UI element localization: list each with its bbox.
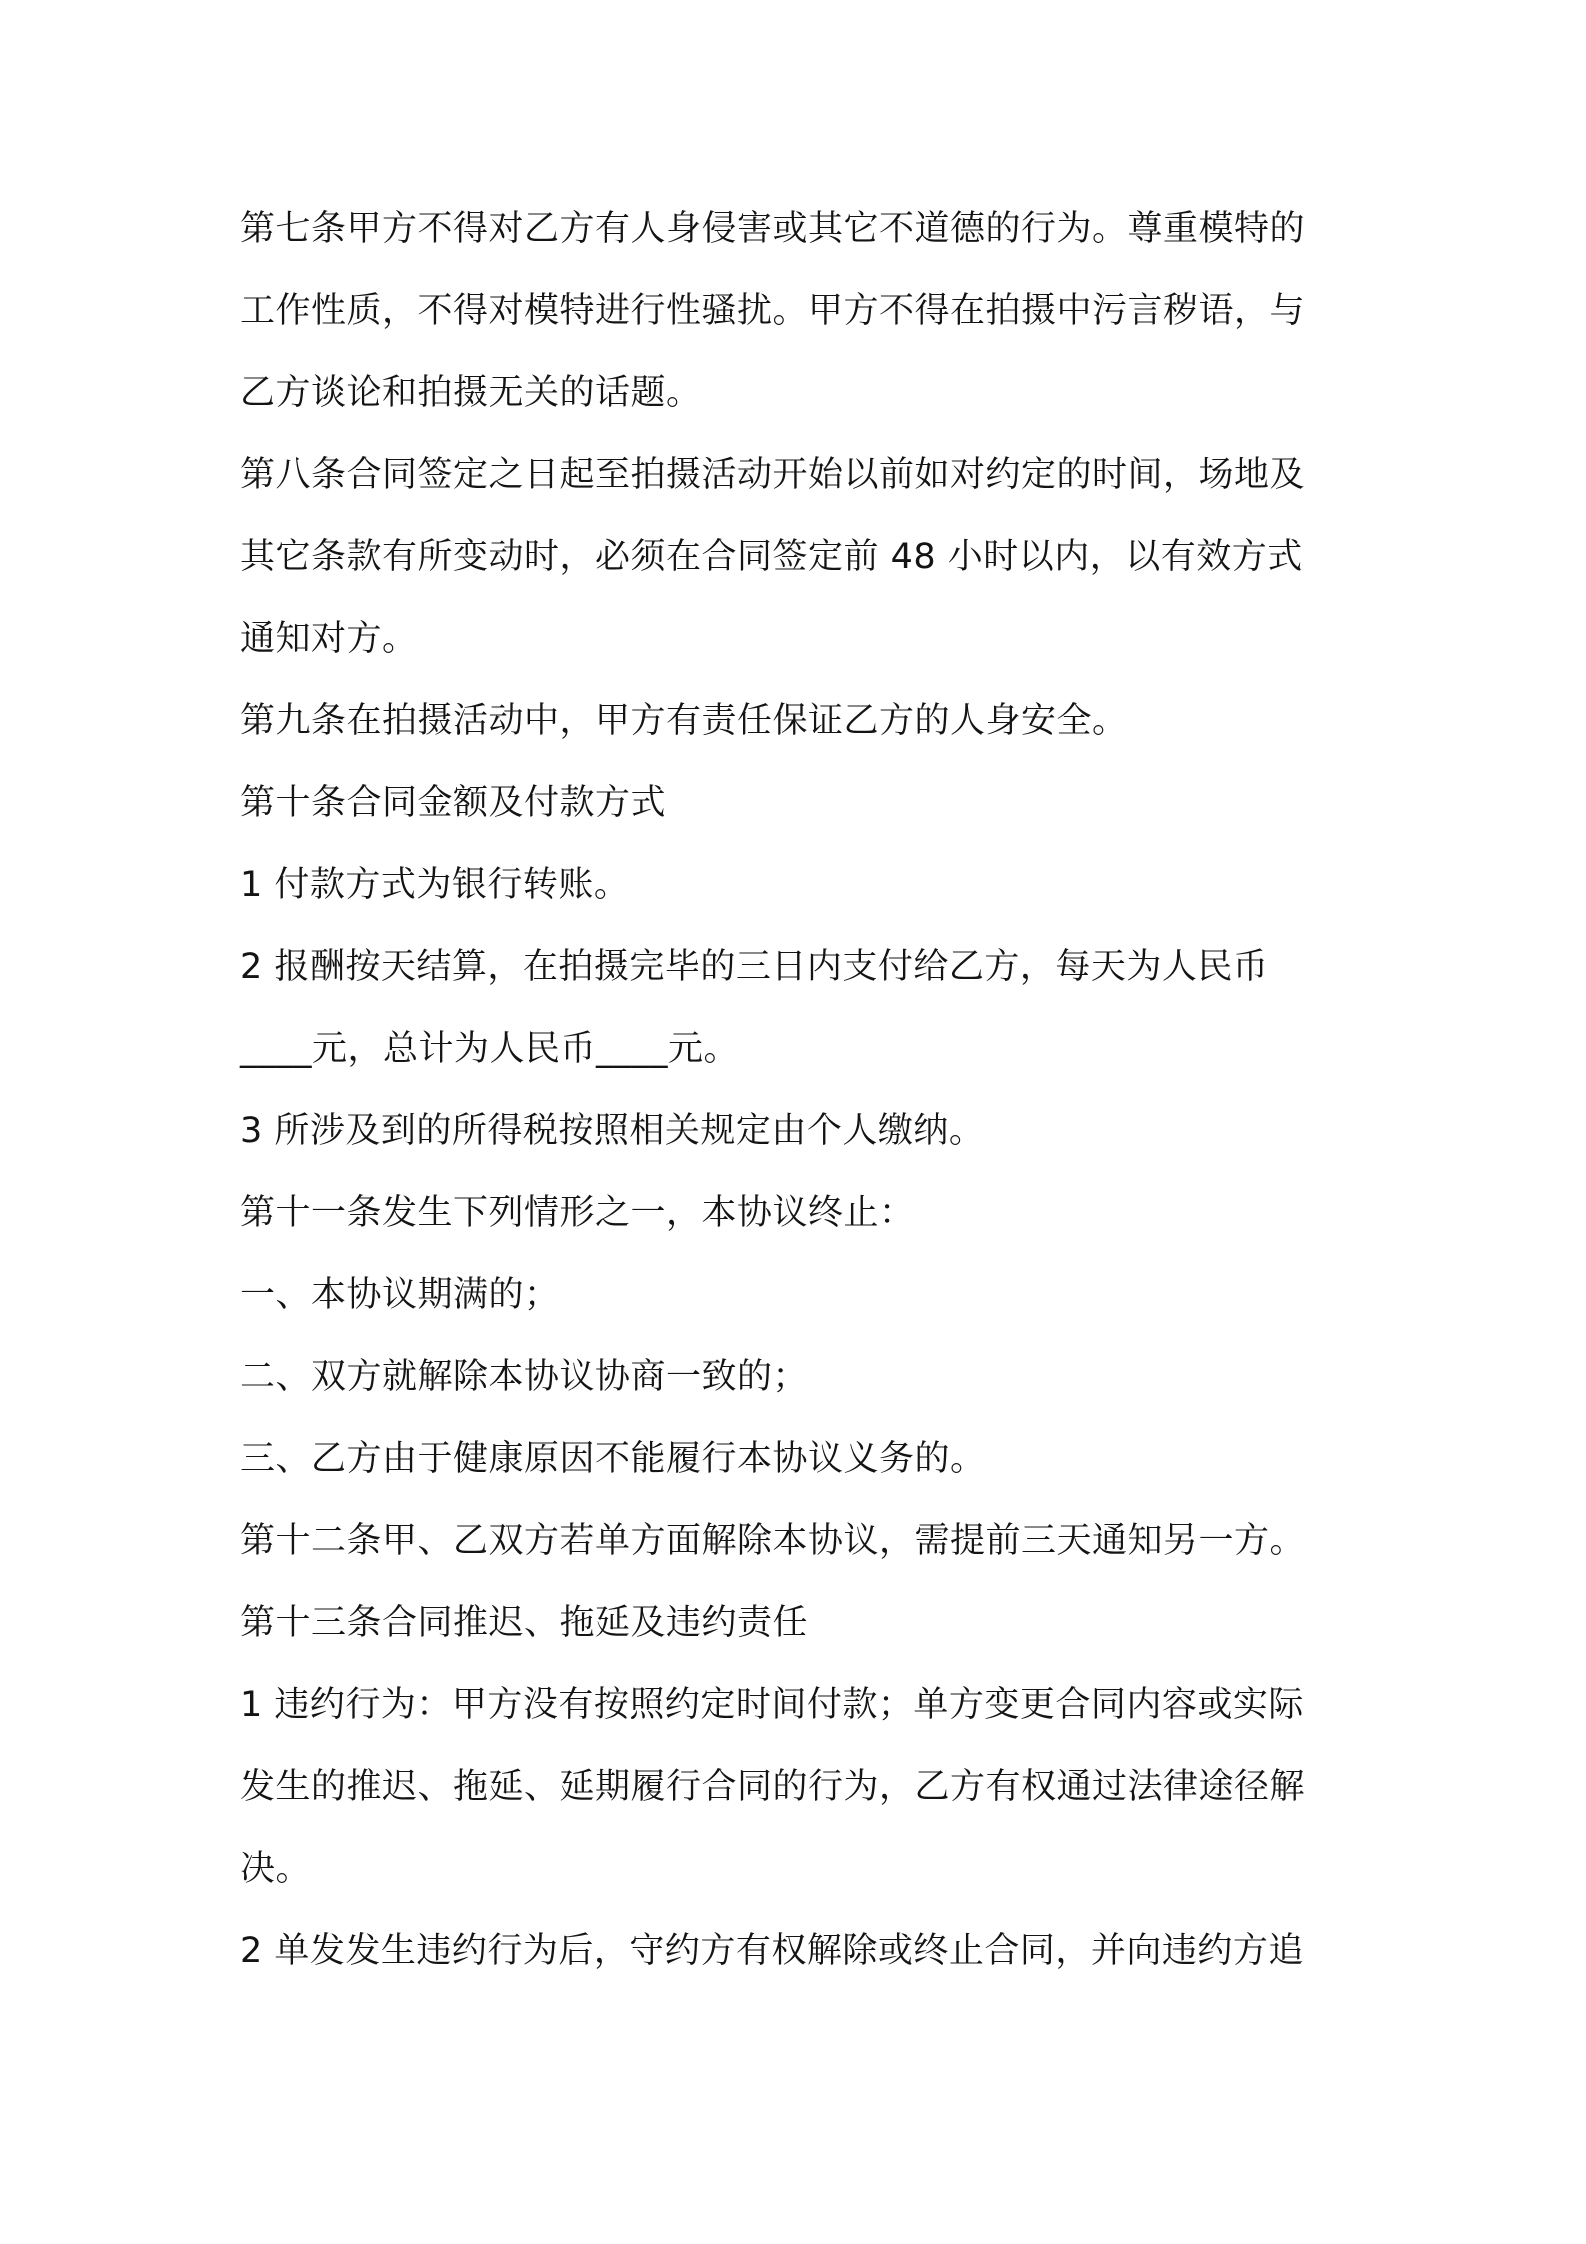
text-line: 第十二条甲、乙双方若单方面解除本协议，需提前三天通知另一方。: [240, 1521, 1306, 1561]
text-line: 2 单发发生违约行为后，守约方有权解除或终止合同，并向违约方追: [240, 1931, 1304, 1971]
text-line: 第七条甲方不得对乙方有人身侵害或其它不道德的行为。尊重模特的: [240, 209, 1306, 249]
text-line: 第十条合同金额及付款方式: [240, 783, 667, 823]
text-line: 二、双方就解除本协议协商一致的；: [240, 1357, 809, 1397]
text-line: 其它条款有所变动时，必须在合同签定前 48 小时以内，以有效方式: [240, 537, 1303, 577]
text-line: 通知对方。: [240, 619, 418, 659]
text-line: 发生的推迟、拖延、延期履行合同的行为，乙方有权通过法律途径解: [240, 1767, 1306, 1807]
text-line: 决。: [240, 1849, 312, 1889]
text-line: 乙方谈论和拍摄无关的话题。: [240, 373, 702, 413]
text-line: ____元，总计为人民币____元。: [240, 1029, 740, 1069]
text-line: 第十一条发生下列情形之一，本协议终止：: [240, 1193, 915, 1233]
text-line: 1 付款方式为银行转账。: [240, 865, 630, 905]
text-line: 第八条合同签定之日起至拍摄活动开始以前如对约定的时间，场地及: [240, 455, 1306, 495]
text-line: 第九条在拍摄活动中，甲方有责任保证乙方的人身安全。: [240, 701, 1128, 741]
text-line: 1 违约行为：甲方没有按照约定时间付款；单方变更合同内容或实际: [240, 1685, 1304, 1725]
text-line: 三、乙方由于健康原因不能履行本协议义务的。: [240, 1439, 986, 1479]
text-line: 第十三条合同推迟、拖延及违约责任: [240, 1603, 809, 1643]
text-line: 一、本协议期满的；: [240, 1275, 560, 1315]
text-line: 3 所涉及到的所得税按照相关规定由个人缴纳。: [240, 1111, 985, 1151]
document-body: [240, 188, 1358, 1992]
text-line: 工作性质，不得对模特进行性骚扰。甲方不得在拍摄中污言秽语，与: [240, 291, 1306, 331]
text-line: 2 报酬按天结算，在拍摄完毕的三日内支付给乙方，每天为人民币: [240, 947, 1269, 987]
